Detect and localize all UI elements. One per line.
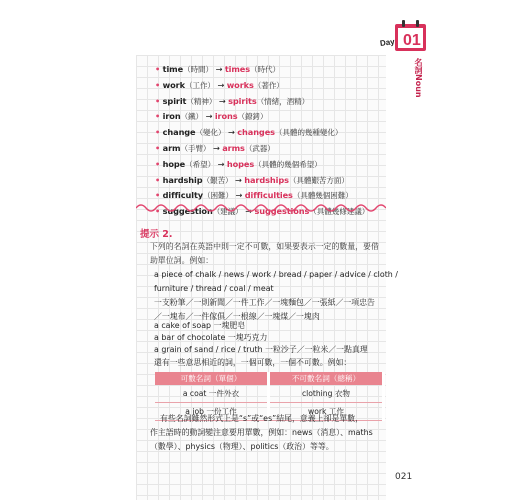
table-row: a job 一份工作 work 工作 <box>155 403 384 421</box>
list-item: • time（時間） → times（時代） <box>155 64 281 74</box>
table-row: a coat 一件外衣 clothing 衣物 <box>155 385 384 403</box>
table-header: 可數名詞（單個） <box>155 372 269 385</box>
list-item: • change（變化） → changes（具體的幾種變化） <box>155 127 343 138</box>
uncountable-zh-line-1: 一支粉筆／一則新聞／一件工作／一塊麵包／一張紙／一項忠告 <box>154 298 375 307</box>
wavy-divider <box>136 202 386 214</box>
similar-words-intro: 還有一些意思相近的詞，一個可數，一個不可數。例如： <box>154 358 352 367</box>
example-2: a bar of chocolate 一塊巧克力 <box>154 333 268 342</box>
uncountable-en-line-1: a piece of chalk / news / work / bread / paper / advice / cloth / <box>154 270 398 279</box>
list-item: • hardship（艱苦） → hardships（具體艱苦方面） <box>155 174 349 185</box>
example-1: a cake of soap 一塊肥皂 <box>154 321 246 330</box>
noun-pair-list <box>155 62 369 220</box>
closing-line-2: 作主語時的動詞變注意要用單數，例如：news（消息）、maths <box>150 428 373 437</box>
day-label: Day <box>379 37 396 48</box>
example-3: a grain of sand / rice / truth 一粒沙子／一粒米／一點真理 <box>154 345 368 354</box>
list-item: • spirit（精神） → spirits（情緒，酒精） <box>155 95 310 106</box>
list-item: • difficulty（困難） → difficulties（具體幾個困難） <box>155 190 353 201</box>
page-number: 021 <box>395 472 413 482</box>
list-item: • arm（手臂） → arms（武器） <box>155 142 275 153</box>
list-item: • work（工作） → works（著作） <box>155 79 284 90</box>
closing-line-1: 有些名詞雖然形式上是“s”或“es”結尾，意義上卻是單數， <box>160 414 364 423</box>
list-item: • iron（鐵） → irons（鐐銬） <box>155 111 268 122</box>
uncountable-zh-line-2: ／一塊布／一件傢俱／一根線／一塊煤／一塊肉 <box>154 312 320 321</box>
uncountable-en-line-2: furniture / thread / coal / meat <box>154 284 274 293</box>
tip-intro: 下列的名詞在英語中則一定不可數，如果要表示一定的數量，要借助單位詞。例如： <box>150 242 379 265</box>
closing-line-3: （數學）、physics（物理）、politics（政治）等等。 <box>150 442 334 451</box>
calendar-icon <box>394 18 427 52</box>
list-item: • hope（希望） → hopes（具體的幾個希望） <box>155 158 322 169</box>
list-item: • suggestion（建議） → suggestions（具體幾條建議） <box>155 206 370 217</box>
day-number: 01 <box>403 32 421 49</box>
table-header: 不可數名詞（總稱） <box>269 372 384 385</box>
tip-title: 提示 2. <box>140 229 173 240</box>
chapter-vertical-title: 名詞Noun <box>414 58 423 98</box>
